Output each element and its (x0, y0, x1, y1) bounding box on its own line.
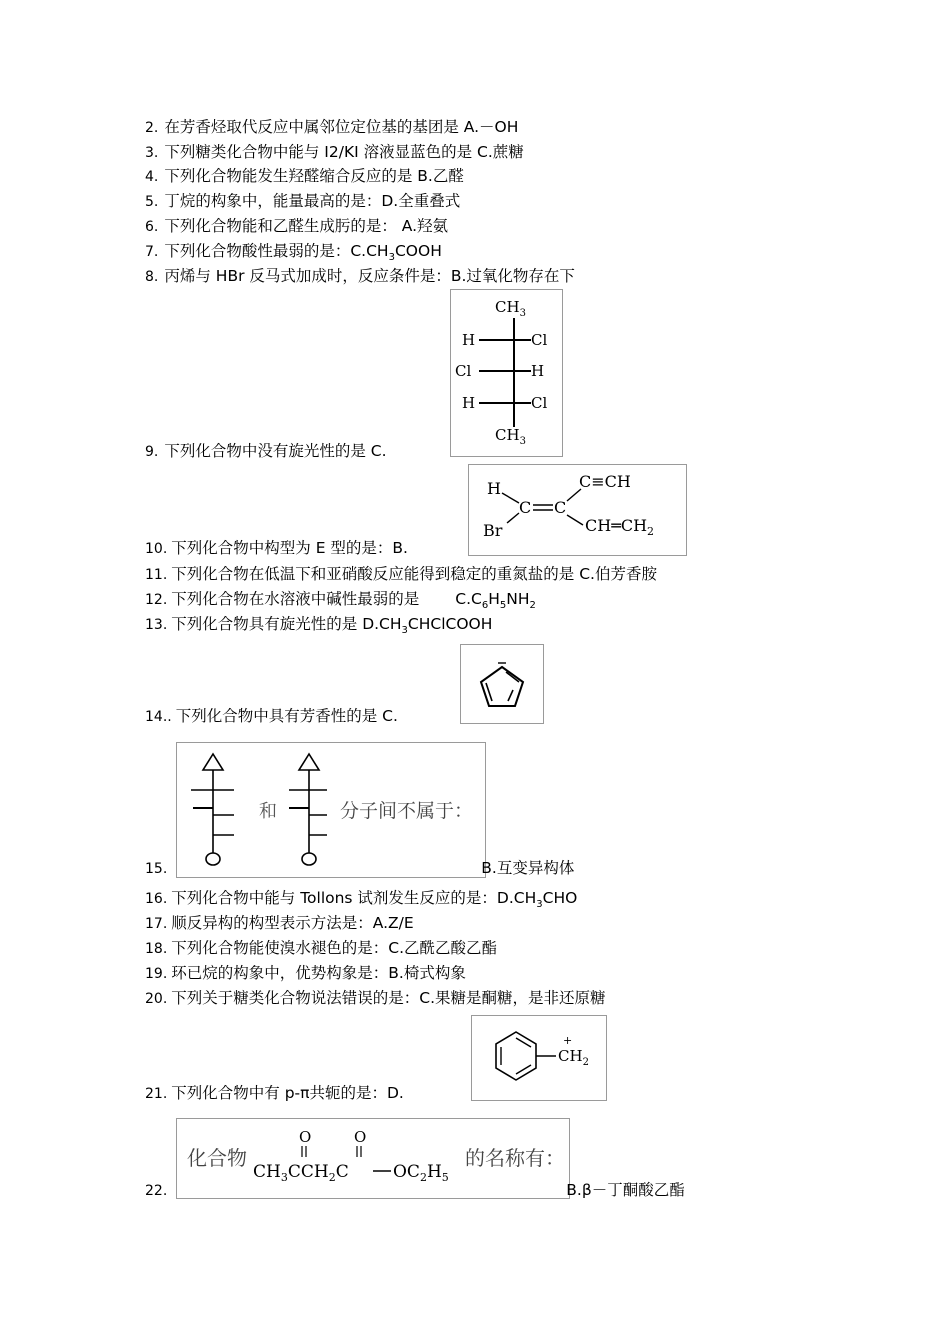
question-3 (145, 142, 524, 163)
fischer-r1-left: H (462, 331, 476, 349)
question-text: 丙烯与 HBr 反马式加成时，反应条件是：B.过氧化物存在下 (164, 267, 575, 285)
question-5 (145, 191, 460, 212)
question-number: 17. (145, 916, 168, 932)
subscript: 3 (401, 625, 408, 636)
question-text: 下列化合物能发生羟醛缩合反应的是 B.乙醛 (164, 167, 464, 185)
question-number: 13. (145, 617, 168, 633)
answer-formula: H (488, 590, 500, 608)
fischer-top-label: $CH_3$ (495, 298, 526, 319)
question-number: 8. (145, 269, 159, 285)
question-9 (145, 441, 387, 462)
question-20 (145, 988, 606, 1009)
question-text: 下列化合物中没有旋光性的是 C. (164, 442, 387, 460)
question-text: 下列化合物在水溶液中碱性最弱的是 (171, 590, 420, 608)
alkene-structure-figure (468, 464, 687, 556)
question-text: 下列化合物在低温下和亚硝酸反应能得到稳定的重氮盐的是 C.伯芳香胺 (171, 565, 657, 583)
question-number: 7. (145, 244, 159, 260)
question-number: 21. (145, 1086, 168, 1102)
ester-formula-ethoxy: $OC_2H_5$ (393, 1162, 449, 1184)
question-number: 22. (145, 1183, 168, 1199)
ester-formula-main: $CH_3CCH_2C$ (253, 1162, 349, 1184)
vinyl-group-label: $CH═CH_2$ (585, 516, 655, 538)
question-number: 20. (145, 991, 168, 1007)
alkyne-group-label: C≡CH (579, 472, 631, 491)
carbonyl-o-1: O (299, 1128, 312, 1146)
question-7 (145, 241, 442, 262)
question-number: 15. (145, 861, 168, 877)
carbonyl-o-2: O (354, 1128, 367, 1146)
question-19 (145, 963, 466, 984)
alkene-c1-label: C (519, 498, 532, 517)
question-22 (145, 1180, 685, 1201)
question-number: 16. (145, 891, 168, 907)
question-text: 下列化合物中有 p-π共轭的是：D. (171, 1084, 404, 1102)
fischer-projection-figure (450, 289, 563, 457)
question-number: 14.. (145, 709, 172, 725)
question-text: 下列化合物酸性最弱的是：C.CH (164, 242, 389, 260)
question-13 (145, 614, 492, 635)
question-11 (145, 564, 657, 585)
fischer-r3-right: Cl (531, 394, 548, 412)
alkene-h-label: H (487, 479, 501, 498)
question-text: 丁烷的构象中，能量最高的是：D.全重叠式 (164, 192, 461, 210)
question-text: 下列化合物具有旋光性的是 D.CH (171, 615, 402, 633)
question-text: 下列关于糖类化合物说法错误的是：C.果糖是酮糖，是非还原糖 (171, 989, 606, 1007)
question-text: 顺反异构的构型表示方法是：A.Z/E (171, 914, 414, 932)
question-6 (145, 216, 448, 237)
subscript: 3 (536, 899, 543, 910)
answer-formula: C.C (455, 590, 482, 608)
question-text: B.β－丁酮酸乙酯 (566, 1181, 685, 1199)
question-text-tail: CHO (542, 889, 578, 907)
question-number: 12. (145, 592, 168, 608)
subscript: 6 (481, 600, 489, 611)
fischer-r2-right: H (531, 362, 545, 380)
question-number: 19. (145, 966, 168, 982)
question-number: 2. (145, 120, 159, 136)
question-number: 4. (145, 169, 159, 185)
question-text: 在芳香烃取代反应中属邻位定位基的基团是 A.－OH (164, 118, 519, 136)
question-12 (145, 589, 536, 610)
question-18 (145, 938, 497, 959)
question-16 (145, 888, 577, 909)
isomer-caption: 分子间不属于： (340, 800, 474, 822)
positive-charge-label: + (563, 1034, 573, 1047)
question-text-tail: COOH (394, 242, 442, 260)
isomer-and-label: 和 (259, 801, 277, 822)
question-number: 5. (145, 194, 159, 210)
question-number: 11. (145, 567, 168, 583)
alkene-br-label: Br (483, 521, 503, 540)
question-number: 18. (145, 941, 168, 957)
question-text: 下列化合物中具有芳香性的是 C. (175, 707, 398, 725)
question-text: 下列糖类化合物中能与 I2/KI 溶液显蓝色的是 C.蔗糖 (164, 143, 524, 161)
question-text: 下列化合物中能与 Tollons 试剂发生反应的是：D.CH (171, 889, 537, 907)
benzyl-group-label: $CH_2$ (558, 1047, 589, 1068)
fischer-r3-left: H (462, 394, 476, 412)
fischer-r1-right: Cl (531, 331, 548, 349)
question-text: B.互变异构体 (481, 859, 575, 877)
question-4 (145, 166, 464, 187)
question-10 (145, 538, 408, 559)
benzyl-cation-figure (471, 1015, 607, 1101)
cyclopentadienyl-figure (460, 644, 544, 724)
ester-prefix: 化合物 (187, 1146, 247, 1170)
question-text-tail: CHClCOOH (407, 615, 493, 633)
question-8 (145, 266, 575, 287)
fischer-bottom-label: $CH_3$ (495, 426, 526, 447)
subscript: 5 (499, 600, 507, 611)
answer-formula: NH (506, 590, 530, 608)
ester-suffix: 的名称有： (465, 1146, 565, 1170)
question-number: 6. (145, 219, 159, 235)
question-number: 9. (145, 444, 159, 460)
subscript: 2 (529, 600, 536, 611)
question-17 (145, 913, 414, 934)
question-21 (145, 1083, 404, 1104)
fischer-r2-left: Cl (455, 362, 472, 380)
subscript: 3 (388, 252, 395, 263)
question-number: 10. (145, 541, 168, 557)
question-2 (145, 117, 518, 138)
question-text: 下列化合物能使溴水褪色的是：C.乙酰乙酸乙酯 (171, 939, 498, 957)
alkene-c2-label: C (554, 498, 567, 517)
question-text: 下列化合物能和乙醛生成肟的是： A.羟氨 (164, 217, 449, 235)
question-text: 下列化合物中构型为 E 型的是：B. (171, 539, 408, 557)
question-14 (145, 706, 398, 727)
question-text: 环已烷的构象中，优势构象是：B.椅式构象 (171, 964, 466, 982)
question-15 (145, 858, 574, 879)
question-number: 3. (145, 145, 159, 161)
